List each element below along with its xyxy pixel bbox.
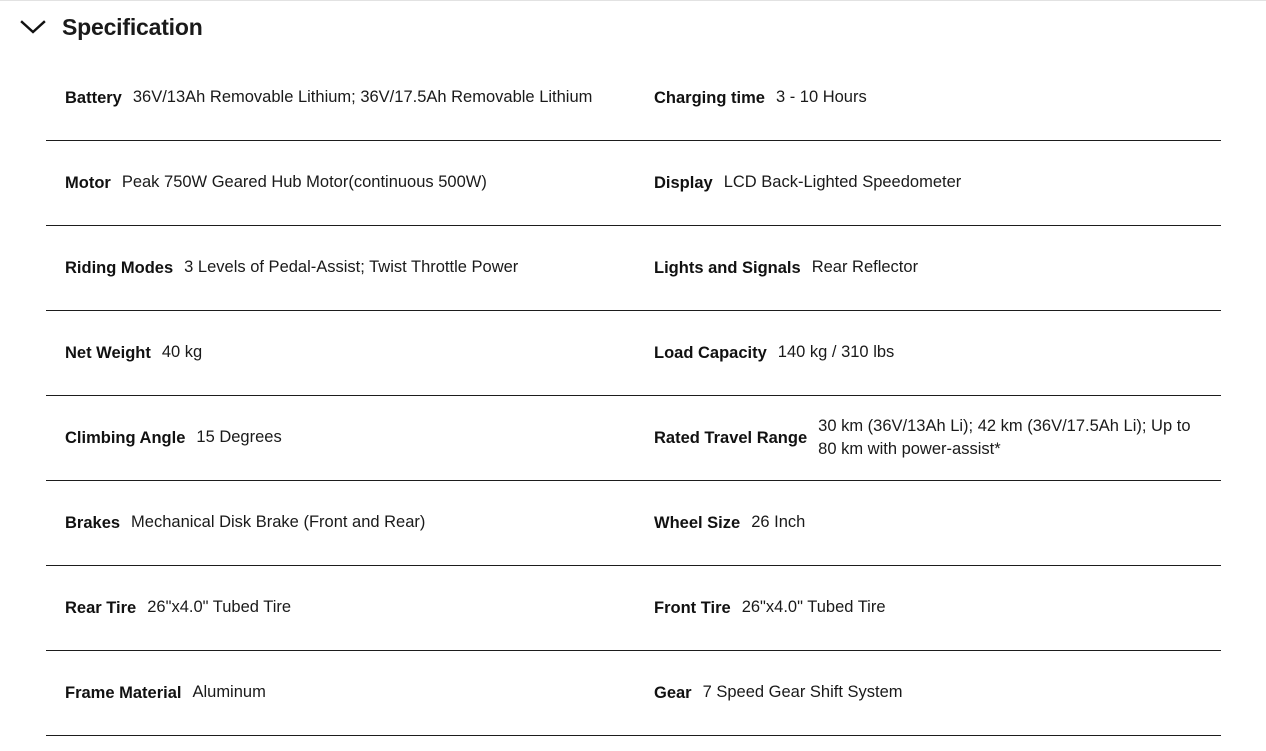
table-row (46, 141, 1221, 226)
spec-value: 40 kg (161, 343, 203, 362)
spec-cell-left (46, 311, 654, 395)
spec-label: Wheel Size (654, 513, 741, 532)
spec-label: Battery (65, 88, 122, 107)
spec-value: 30 km (36V/13Ah Li); 42 km (36V/17.5Ah Li); Up to 80 km with power-assist* (818, 416, 1191, 458)
specification-table (46, 56, 1221, 736)
spec-cell-right (654, 566, 1221, 650)
spec-value: 36V/13Ah Removable Lithium; 36V/17.5Ah Removable Lithium (132, 88, 593, 107)
top-divider (0, 0, 1266, 1)
spec-label: Net Weight (65, 343, 151, 362)
spec-cell-right (654, 226, 1221, 310)
spec-label: Rated Travel Range (654, 428, 808, 447)
table-row (46, 56, 1221, 141)
spec-cell-right (654, 311, 1221, 395)
table-row (46, 566, 1221, 651)
spec-label: Front Tire (654, 598, 731, 617)
table-row (46, 651, 1221, 736)
spec-label: Brakes (65, 513, 121, 532)
spec-cell-left (46, 481, 654, 565)
spec-value: 26 Inch (751, 513, 806, 532)
table-row (46, 396, 1221, 481)
spec-value: 15 Degrees (196, 428, 282, 447)
spec-cell-right (654, 651, 1221, 735)
specification-section-header[interactable] (0, 0, 1266, 44)
spec-value: 7 Speed Gear Shift System (702, 683, 903, 702)
spec-label: Climbing Angle (65, 428, 186, 447)
spec-label: Motor (65, 173, 111, 192)
spec-cell-right (654, 56, 1221, 140)
spec-value: LCD Back-Lighted Speedometer (723, 173, 962, 192)
spec-label: Gear (654, 683, 692, 702)
spec-cell-right (654, 481, 1221, 565)
spec-label: Lights and Signals (654, 258, 801, 277)
table-row (46, 226, 1221, 311)
page-title: Specification (62, 13, 203, 40)
spec-value: 26"x4.0" Tubed Tire (741, 598, 886, 617)
spec-label: Load Capacity (654, 343, 767, 362)
spec-cell-right (654, 396, 1221, 480)
spec-label: Display (654, 173, 713, 192)
chevron-down-icon[interactable] (18, 12, 48, 42)
table-row (46, 481, 1221, 566)
spec-label: Charging time (654, 88, 765, 107)
spec-value: 26"x4.0" Tubed Tire (147, 598, 292, 617)
spec-value: Aluminum (192, 683, 266, 702)
spec-cell-right (654, 141, 1221, 225)
spec-label: Frame Material (65, 683, 182, 702)
spec-value: Rear Reflector (811, 258, 919, 277)
spec-value: Mechanical Disk Brake (Front and Rear) (131, 513, 426, 532)
spec-label: Riding Modes (65, 258, 174, 277)
spec-cell-left (46, 566, 654, 650)
spec-value: Peak 750W Geared Hub Motor(continuous 500W) (121, 173, 487, 192)
spec-label: Rear Tire (65, 598, 137, 617)
spec-value: 3 Levels of Pedal-Assist; Twist Throttle Power (184, 258, 519, 277)
spec-cell-left (46, 226, 654, 310)
spec-cell-left (46, 56, 654, 140)
table-row (46, 311, 1221, 396)
spec-value: 140 kg / 310 lbs (777, 343, 895, 362)
spec-cell-left (46, 651, 654, 735)
spec-value: 3 - 10 Hours (775, 88, 867, 107)
spec-cell-left (46, 141, 654, 225)
spec-cell-left (46, 396, 654, 480)
